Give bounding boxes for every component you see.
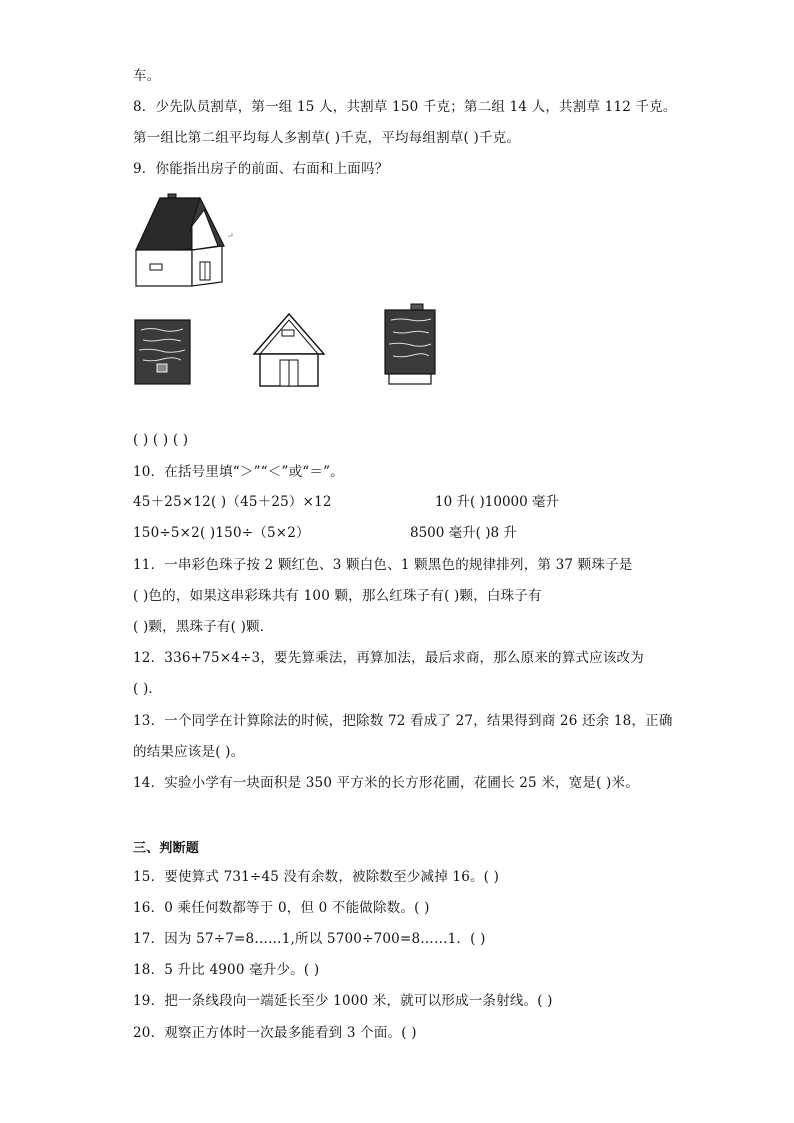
house-front-view-figure: [252, 310, 326, 388]
question-10-row-2-left: 150÷5×2( )150÷（5×2）: [133, 525, 310, 541]
question-11-line-3: ( )颗，黑珠子有( )颗．: [133, 619, 274, 635]
question-16: 16．0 乘任何数都等于 0，但 0 不能做除数。( ): [133, 900, 430, 916]
question-11-line-1: 11．一串彩色珠子按 2 颗红色、3 颗白色、1 颗黑色的规律排列，第 37 颗珠子是: [133, 557, 633, 573]
question-10-row-1-left: 45＋25×12( )（45＋25）×12: [133, 494, 332, 510]
house-right-view-figure: [383, 302, 439, 386]
question-8-line-1: 8．少先队员割草，第一组 15 人，共割草 150 千克；第二组 14 人，共割草 112 千克。: [133, 99, 677, 115]
question-20: 20．观察正方体时一次最多能看到 3 个面。( ): [133, 1025, 417, 1041]
question-10-row-2-right: 8500 毫升( )8 升: [410, 525, 517, 541]
question-13-line-1: 13．一个同学在计算除法的时候，把除数 72 看成了 27，结果得到商 26 还余 18，正确: [133, 713, 673, 729]
question-19: 19．把一条线段向一端延长至少 1000 米，就可以形成一条射线。( ): [133, 993, 553, 1009]
question-17: 17．因为 57÷7=8……1,所以 5700÷700=8……1．( ): [133, 931, 486, 947]
house-top-view-figure: [133, 318, 193, 386]
question-15: 15．要使算式 731÷45 没有余数，被除数至少减掉 16。( ): [133, 869, 500, 885]
question-12-line-1: 12．336+75×4÷3，要先算乘法，再算加法，最后求商，那么原来的算式应该改为: [133, 650, 644, 666]
house-perspective-figure: [130, 190, 235, 290]
question-13-line-2: 的结果应该是( )。: [133, 744, 245, 760]
question-9-answer-brackets: ( ) ( ) ( ): [133, 432, 189, 448]
question-14: 14．实验小学有一块面积是 350 平方米的长方形花圃，花圃长 25 米，宽是( )米。: [133, 775, 639, 791]
question-10: 10．在括号里填“＞”“＜”或“＝”。: [133, 464, 344, 480]
question-12-line-2: ( )．: [133, 681, 163, 697]
question-10-row-1-right: 10 升( )10000 毫升: [435, 494, 560, 510]
question-18: 18．5 升比 4900 毫升少。( ): [133, 962, 320, 978]
question-8-line-2: 第一组比第二组平均每人多割草( )千克，平均每组割草( )千克。: [133, 130, 521, 146]
text-line-continuation: 车。: [133, 68, 161, 84]
section-heading-judgement: 三、判断题: [133, 841, 200, 856]
question-11-line-2: ( )色的，如果这串彩珠共有 100 颗，那么红珠子有( )颗，白珠子有: [133, 588, 542, 604]
question-9: 9．你能指出房子的前面、右面和上面吗？: [133, 161, 389, 177]
